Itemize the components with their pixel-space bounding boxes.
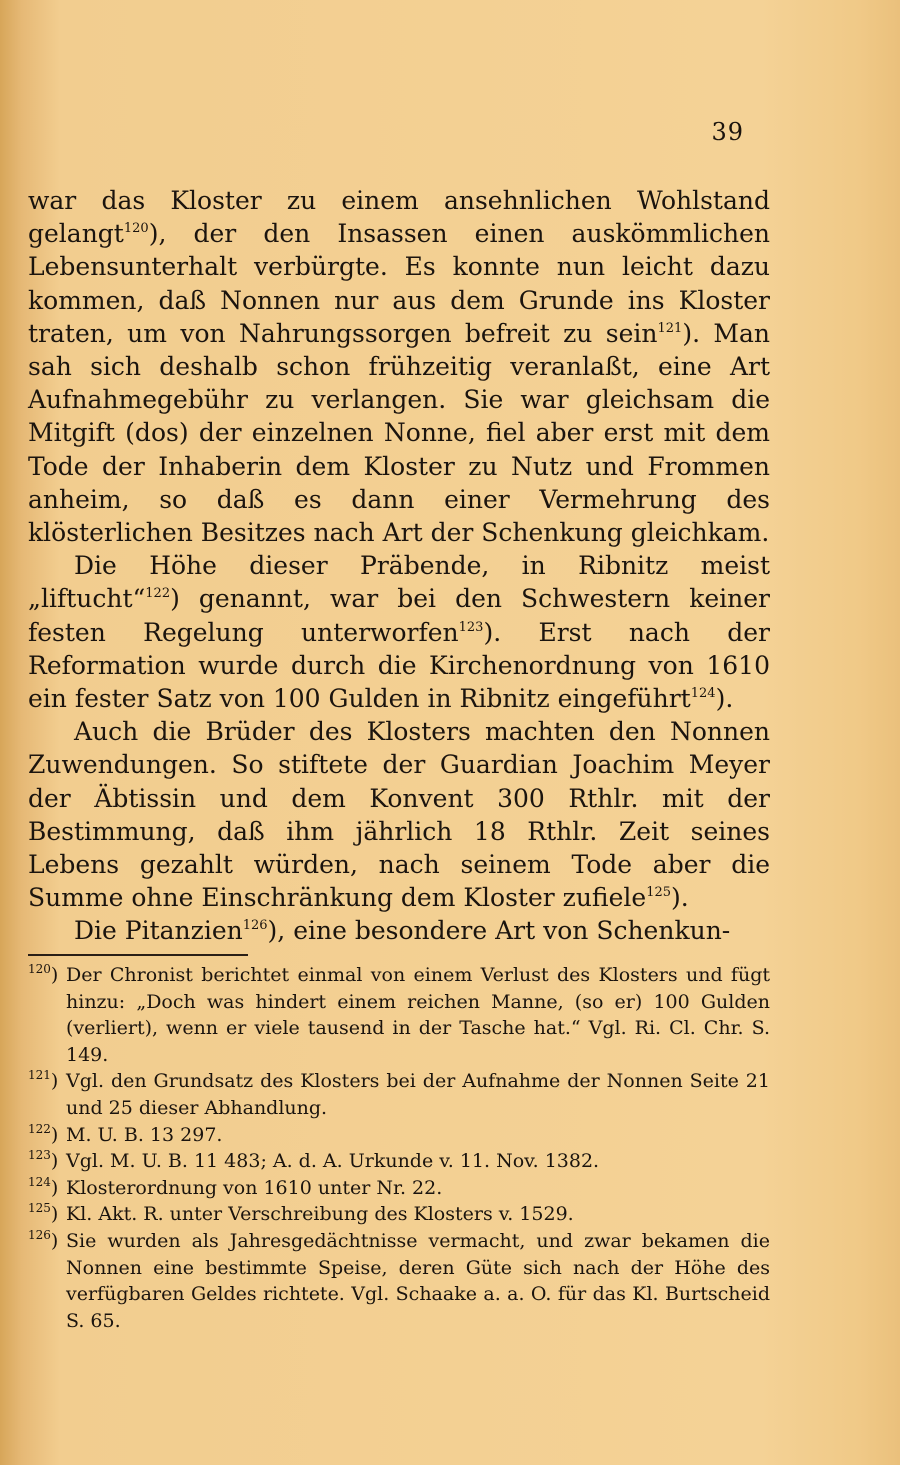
footnote-ref: 121	[657, 320, 683, 336]
footnote-ref: 125	[646, 885, 672, 901]
footnote-ref: 120	[123, 221, 149, 237]
footnote	[28, 962, 770, 1068]
footnote-marker: $^{121}$)	[28, 1068, 59, 1093]
text-run: ). Erst nach der Reformation wurde durch die Kirchenordnung von 1610 ein fester Satz von 100 Gulden in Ribnitz eingeführt	[28, 617, 770, 714]
footnote-text: Der Chronist berichtet einmal von einem Verlust des Klosters und fügt hinzu: „Doch was hindert einem reichen Manne, (so er) 100 Gulden (verliert), wenn er viele tausend in der Tasche hat.“ Vgl. Ri. Cl. Chr. S. 149.	[66, 964, 770, 1066]
footnote-ref: 126	[242, 918, 268, 934]
text-run: Die Pitanzien	[74, 916, 243, 946]
footnotes	[28, 962, 770, 1334]
footnote-marker: $^{126}$)	[28, 1227, 59, 1252]
footnote-text: Vgl. den Grundsatz des Klosters bei der Aufnahme der Nonnen Seite 21 und 25 dieser Abhandlung.	[66, 1070, 770, 1119]
footnote-marker: $^{122}$)	[28, 1121, 59, 1146]
text-run: ).	[671, 883, 689, 913]
page-number: 39	[711, 118, 744, 146]
footnote-text: Klosterordnung von 1610 unter Nr. 22.	[66, 1176, 443, 1199]
footnote-marker: $^{123}$)	[28, 1148, 59, 1173]
footnote-number: 120	[28, 962, 51, 976]
footnote-text: Sie wurden als Jahresgedächtnisse vermacht, und zwar bekamen die Nonnen eine bestimmte Speise, deren Güte sich nach der Höhe des verfügbaren Geldes richtete. Vgl. Schaake a. a. O. für das Kl. Burtscheid S. 65.	[66, 1229, 770, 1332]
footnote	[28, 1122, 770, 1149]
footnote-text: Kl. Akt. R. unter Verschreibung des Klosters v. 1529.	[66, 1203, 574, 1226]
footnote-text: Vgl. M. U. B. 11 483; A. d. A. Urkunde v. 11. Nov. 1382.	[66, 1150, 600, 1173]
text-run: ). Man sah sich deshalb schon frühzeitig veranlaßt, eine Art Aufnahmegebühr zu verlangen. Sie war gleichsam die Mitgift (dos) der einzelnen Nonne, fiel aber erst mit dem Tode der Inhaberin dem Kloster zu Nutz und Frommen anheim, so daß es dann einer Vermehrung des klösterlichen Besitzes nach Art der Schenkung gleichkam.	[28, 318, 770, 548]
footnote-marker: $^{124}$)	[28, 1174, 59, 1199]
text-run: ).	[715, 684, 734, 714]
footnote-number: 124	[28, 1174, 51, 1189]
text-run: ) genannt, war bei den Schwestern keiner festen Regelung unterworfen	[28, 584, 770, 647]
footnote-ref: 124	[690, 686, 716, 702]
footnote-number: 126	[28, 1227, 51, 1242]
footnote-ref: 123	[458, 619, 484, 635]
footnote	[28, 1068, 770, 1121]
footnote-text: M. U. B. 13 297.	[66, 1123, 223, 1146]
text-run: Die Höhe dieser Präbende, in Ribnitz meist „liftucht“	[28, 551, 770, 614]
footnote	[28, 1175, 770, 1202]
footnote-number: 123	[28, 1148, 51, 1163]
main-text	[28, 184, 770, 948]
footnote-separator	[28, 954, 248, 956]
paragraph	[28, 715, 770, 914]
text-run: Auch die Brüder des Klosters machten den Nonnen Zuwendungen. So stiftete der Guardian Joachim Meyer der Äbtissin und dem Konvent 300 Rthlr. mit der Bestimmung, daß ihm jährlich 18 Rthlr. Zeit seines Lebens gezahlt würden, nach seinem Tode aber die Summe ohne Einschränkung dem Kloster zufiele	[28, 717, 770, 913]
footnote-number: 121	[28, 1068, 51, 1083]
paragraph	[28, 914, 770, 947]
text-run: ), eine besondere Art von Schenkun-	[267, 916, 731, 946]
footnote-ref: 122	[145, 586, 171, 602]
paragraph	[28, 184, 770, 549]
footnote-marker: $^{125}$)	[28, 1201, 59, 1226]
footnote-number: 122	[28, 1121, 51, 1136]
paragraph	[28, 549, 770, 715]
text-run: ), der den Insassen einen auskömmlichen Lebensunterhalt verbürgte. Es konnte nun leicht dazu kommen, daß Nonnen nur aus dem Grunde ins Kloster traten, um von Nahrungssorgen befreit zu sein	[28, 219, 770, 348]
footnote-number: 125	[28, 1201, 51, 1216]
footnote	[28, 1228, 770, 1334]
footnote-marker: $^{120}$)	[28, 962, 59, 986]
footnote	[28, 1201, 770, 1228]
text-run: war das Kloster zu einem ansehnlichen Wohlstand gelangt	[28, 186, 770, 249]
footnote	[28, 1148, 770, 1175]
